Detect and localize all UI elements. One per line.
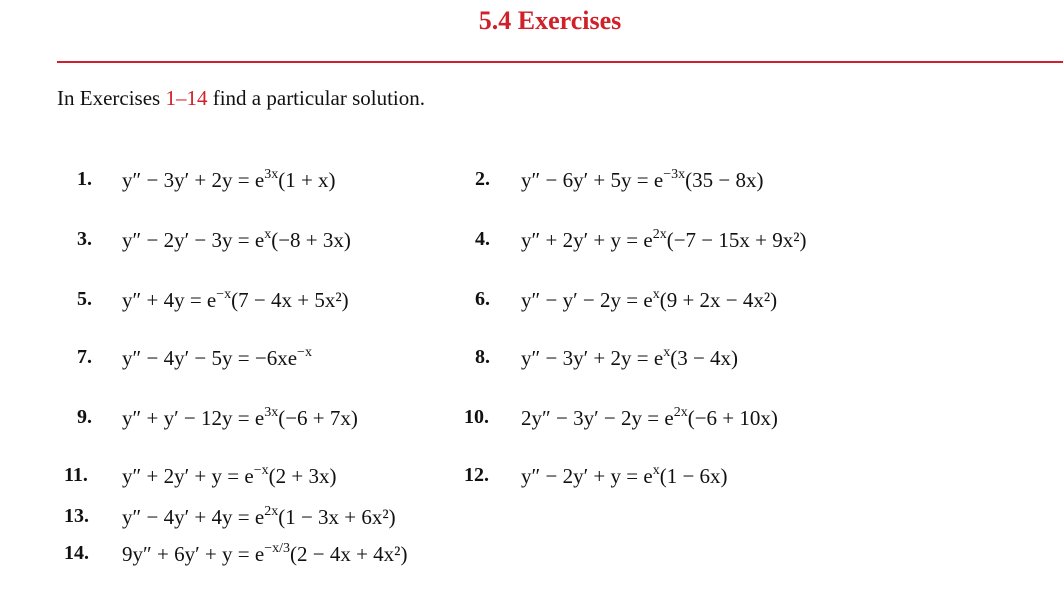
exercise-number: 12. [464, 464, 489, 486]
exercise-equation: $y'' - 2y' + y = e^x(1 - 6x)$ [521, 463, 728, 488]
exercise-equation: $y'' + 4y = e^{-x}(7 - 4x + 5x^2)$ [122, 287, 349, 312]
exercise-range-link[interactable]: 1–14 [165, 86, 208, 110]
exercise-number: 9. [77, 406, 92, 428]
title-rule [57, 61, 1063, 63]
exercise-equation: $y'' - y' - 2y = e^x(9 + 2x - 4x^2)$ [521, 287, 778, 312]
exercise-equation: $2y'' - 3y' - 2y = e^{2x}(-6 + 10x)$ [521, 405, 778, 430]
exercise-number: 8. [475, 346, 490, 368]
exercise-number: 14. [64, 542, 89, 564]
exercise-number: 5. [77, 288, 92, 310]
intro-suffix: find a particular solution. [207, 86, 425, 110]
exercise-equation: $9y'' + 6y' + y = e^{-x/3}(2 - 4x + 4x^2)$ [122, 541, 408, 566]
exercise-equation: $y'' - 4y' + 4y = e^{2x}(1 - 3x + 6x^2)$ [122, 504, 396, 529]
exercise-number: 10. [464, 406, 489, 428]
exercise-equation: $y'' + 2y' + y = e^{-x}(2 + 3x)$ [122, 463, 337, 488]
exercise-number: 4. [475, 228, 490, 250]
exercise-number: 6. [475, 288, 490, 310]
exercise-equation: $y'' - 6y' + 5y = e^{-3x}(35 - 8x)$ [521, 167, 764, 192]
intro-prefix: In Exercises [57, 86, 166, 110]
exercise-equation: $y'' - 4y' - 5y = -6xe^{-x}$ [122, 345, 312, 370]
exercise-equation: $y'' + 2y' + y = e^{2x}(-7 - 15x + 9x^2)$ [521, 227, 807, 252]
exercise-equation: $y'' - 3y' + 2y = e^x(3 - 4x)$ [521, 345, 739, 370]
exercise-number: 11. [64, 464, 88, 486]
exercise-number: 3. [77, 228, 92, 250]
exercise-number: 2. [475, 168, 490, 190]
intro-text [57, 86, 425, 111]
exercise-equation: $y'' - 2y' - 3y = e^x(-8 + 3x)$ [122, 227, 351, 252]
exercise-number: 13. [64, 505, 89, 527]
exercise-equation: $y'' + y' - 12y = e^{3x}(-6 + 7x)$ [122, 405, 358, 430]
exercise-number: 7. [77, 346, 92, 368]
section-title: 5.4 Exercises [478, 6, 622, 35]
exercise-equation: $y'' - 3y' + 2y = e^{3x}(1 + x)$ [122, 167, 336, 192]
exercise-number: 1. [77, 168, 92, 190]
